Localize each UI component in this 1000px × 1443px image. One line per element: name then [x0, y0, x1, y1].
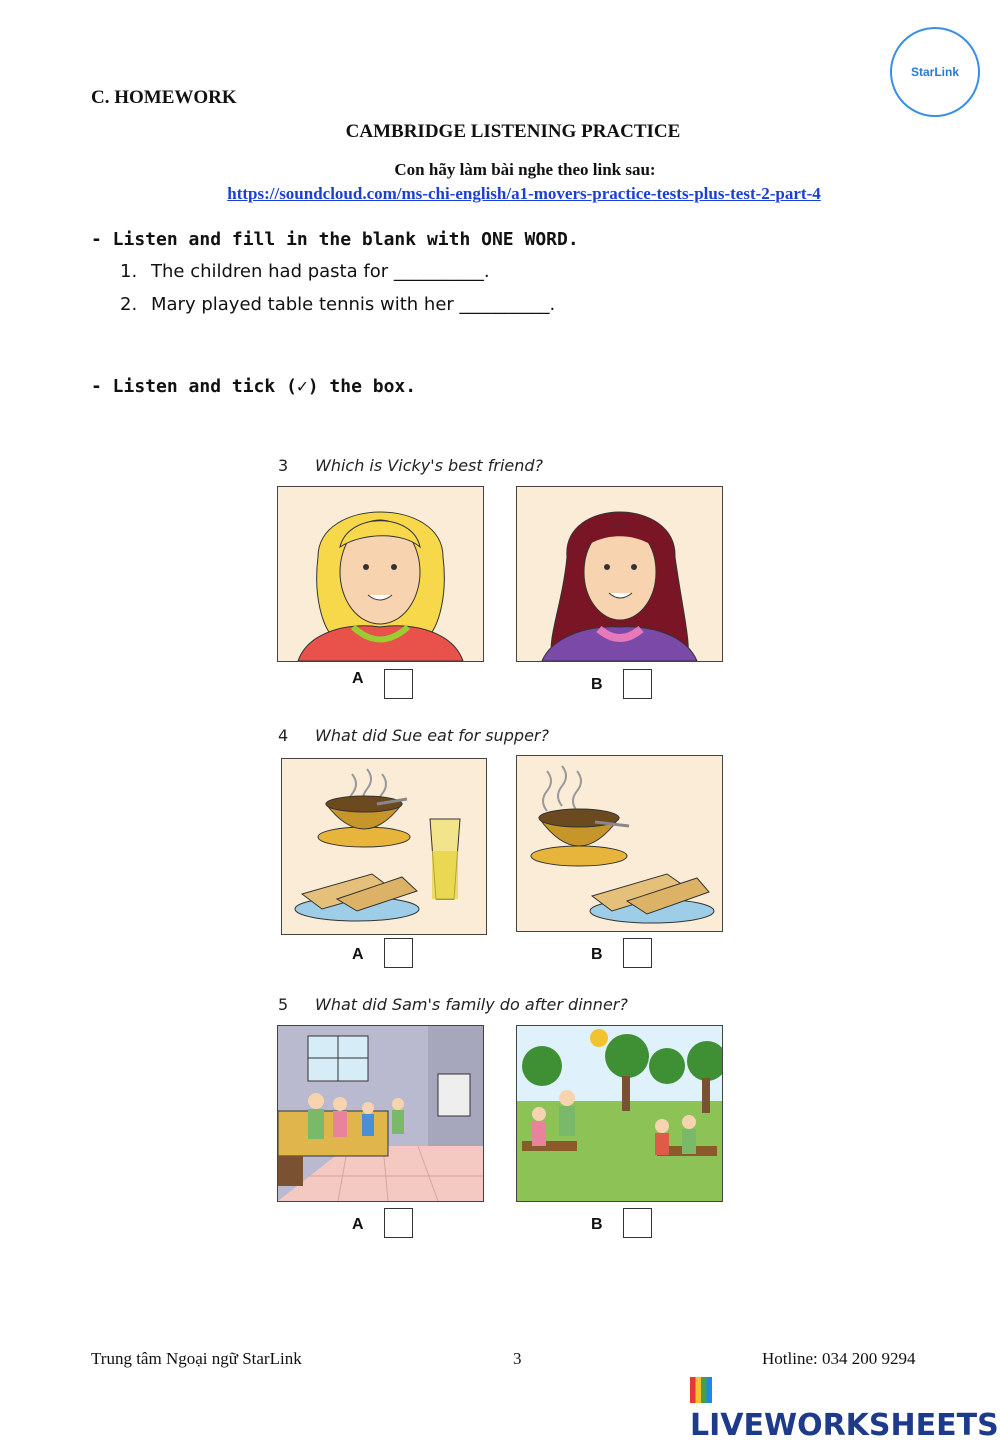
q5-checkbox-a[interactable]	[384, 1208, 413, 1238]
part2-heading: - Listen and tick (✓) the box.	[91, 376, 417, 397]
q3-checkbox-b[interactable]	[623, 669, 652, 699]
option-label-a: A	[352, 946, 364, 963]
question-number: 4	[278, 726, 289, 745]
q3-checkbox-a[interactable]	[384, 669, 413, 699]
question-number: 5	[278, 995, 289, 1014]
question-4-title	[278, 726, 549, 745]
q4-checkbox-a[interactable]	[384, 938, 413, 968]
question-number: 1.	[120, 261, 138, 282]
question-text: What did Sue eat for supper?	[315, 726, 549, 745]
part1-heading: - Listen and fill in the blank with ONE WORD.	[91, 229, 579, 250]
soundcloud-link[interactable]: https://soundcloud.com/ms-chi-english/a1-movers-practice-tests-plus-test-2-part-4	[227, 184, 821, 203]
option-label-b: B	[591, 1216, 603, 1233]
q4-checkbox-b[interactable]	[623, 938, 652, 968]
section-heading: C. HOMEWORK	[91, 87, 237, 108]
brand-text: LIVEWORKSHEETS	[690, 1408, 999, 1443]
footer-hotline: Hotline: 034 200 9294	[762, 1349, 916, 1368]
starlink-logo	[890, 27, 980, 117]
question-text: Mary played table tennis with her __________.	[151, 294, 556, 315]
question-3-title	[278, 456, 543, 475]
option-label-a: A	[352, 1216, 364, 1233]
question-number: 2.	[120, 294, 138, 315]
question-text: The children had pasta for __________.	[151, 261, 490, 282]
q4-picture-a-soup-bread-juice	[281, 758, 487, 935]
liveworksheets-brand	[690, 1373, 1000, 1443]
option-label-b: B	[591, 676, 603, 693]
question-5-title	[278, 995, 628, 1014]
question-text: Which is Vicky's best friend?	[315, 456, 544, 475]
page-number: 3	[513, 1349, 522, 1368]
option-label-a: A	[352, 670, 364, 687]
footer-center-name: Trung tâm Ngoại ngữ StarLink	[91, 1349, 302, 1368]
logo-text: StarLink	[910, 65, 959, 79]
question-text: What did Sam's family do after dinner?	[315, 995, 628, 1014]
q5-picture-b-family-in-park	[516, 1025, 723, 1202]
q3-picture-b-red-hair-girl	[516, 486, 723, 662]
page-title: CAMBRIDGE LISTENING PRACTICE	[345, 121, 681, 142]
option-label-b: B	[591, 946, 603, 963]
q3-picture-a-blonde-girl	[277, 486, 484, 662]
q5-picture-a-family-watching-tv	[277, 1025, 484, 1202]
liveworksheets-logo-icon	[690, 1377, 712, 1403]
question-2	[120, 294, 555, 315]
question-number: 3	[278, 456, 289, 475]
instruction-vn: Con hãy làm bài nghe theo link sau:	[394, 160, 656, 179]
q4-picture-b-soup-bread	[516, 755, 723, 932]
question-1	[120, 261, 490, 282]
q5-checkbox-b[interactable]	[623, 1208, 652, 1238]
